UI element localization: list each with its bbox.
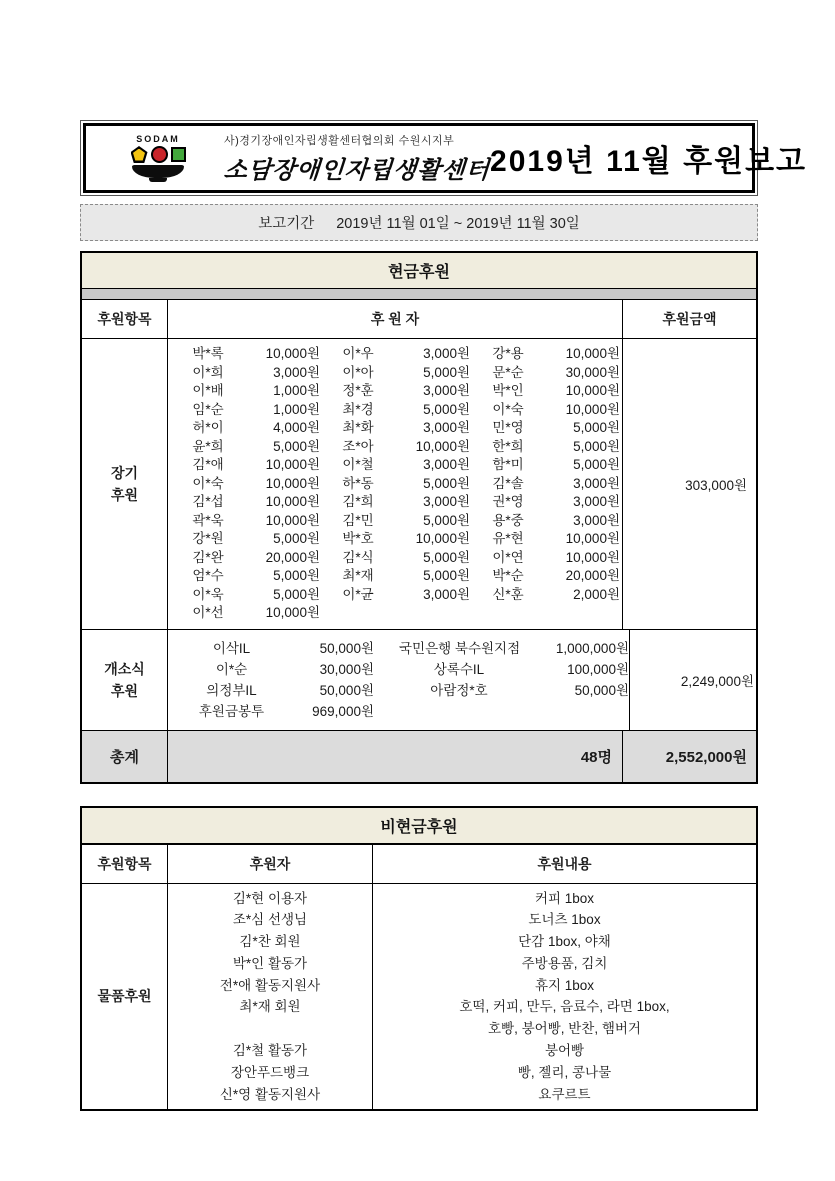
goods-donor-name (168, 1018, 372, 1040)
donor-amount: 3,000원 (423, 457, 470, 472)
goods-donor-list (168, 884, 373, 1110)
donor-amount: 5,000원 (423, 364, 470, 380)
total-amount: 2,552,000원 (665, 748, 747, 766)
donor-amount: 3,000원 (423, 494, 470, 509)
col-header-item: 후원항목 (82, 845, 168, 883)
donor-name: 김*완 (192, 549, 224, 565)
donor-name: 용*중 (492, 512, 524, 528)
logo-bowl-icon (132, 165, 184, 178)
donor-name: 상록수IL (433, 661, 485, 677)
donor-amount: 5,000원 (273, 586, 320, 602)
donor-name: 강*용 (492, 346, 524, 361)
goods-content-text: 휴지 1box (534, 977, 595, 993)
donor-amount: 3,000원 (423, 346, 470, 361)
donor-name: 이*숙 (492, 401, 524, 417)
long-term-donation-row (82, 339, 756, 630)
donor-name: 이*선 (192, 605, 224, 620)
goods-content-list (373, 884, 756, 1110)
goods-donor-name: 김*현 이용자 (232, 890, 308, 906)
total-label: 총계 (82, 731, 168, 782)
donor-amount: 5,000원 (423, 475, 470, 491)
donor-name (332, 604, 384, 623)
cash-donation-table (80, 251, 758, 784)
donor-amount: 969,000원 (312, 703, 374, 719)
cash-total-row (82, 731, 756, 782)
cash-table-header-row (82, 300, 756, 339)
donor-name: 조*아 (342, 438, 374, 454)
period-value: 2019년 11월 01일 ~ 2019년 11월 30일 (336, 216, 580, 232)
donor-amount: 10,000원 (415, 531, 470, 546)
donor-name: 김*솔 (492, 475, 524, 491)
donor-name (399, 701, 519, 722)
report-header-banner (80, 120, 808, 196)
donor-name: 이*철 (342, 457, 374, 472)
donor-name: 허*이 (192, 420, 224, 435)
donor-amount: 5,000원 (273, 531, 320, 546)
donor-amount: 3,000원 (273, 364, 320, 380)
col-header-amount: 후원금액 (662, 311, 717, 327)
col-header-item: 후원항목 (82, 300, 168, 338)
report-period-bar (80, 204, 758, 241)
goods-donor-name: 김*철 활동가 (232, 1043, 308, 1059)
donor-name: 이삭IL (212, 640, 251, 656)
donor-name: 이*아 (342, 364, 374, 380)
goods-donor-name: 장안푸드뱅크 (230, 1064, 310, 1080)
donor-name: 의정부IL (206, 682, 257, 698)
donor-amount: 4,000원 (273, 420, 320, 435)
opening-label-line2: 후원 (110, 682, 139, 699)
donor-amount: 3,000원 (423, 383, 470, 398)
donor-amount: 5,000원 (423, 512, 470, 528)
donor-amount (396, 604, 470, 623)
donor-amount: 5,000원 (273, 438, 320, 454)
cash-table-title: 현금후원 (82, 253, 756, 289)
donor-name: 박*호 (342, 531, 374, 546)
long-term-donor-grid (168, 339, 623, 629)
sodam-logo (102, 134, 214, 182)
donor-amount: 30,000원 (319, 661, 374, 677)
col-header-donor: 후원자 (168, 845, 373, 883)
donor-amount: 3,000원 (423, 420, 470, 435)
donor-name: 민*영 (492, 420, 524, 435)
donor-amount: 10,000원 (415, 438, 470, 454)
donor-amount (544, 701, 629, 722)
goods-donor-name: 최*재 회원 (239, 999, 301, 1015)
donor-amount: 5,000원 (423, 568, 470, 583)
donor-name: 곽*욱 (192, 512, 224, 528)
donor-amount: 10,000원 (265, 457, 320, 472)
goods-donor-name: 신*영 활동지원사 (219, 1086, 321, 1102)
donor-amount: 100,000원 (567, 661, 629, 677)
donor-amount: 20,000원 (265, 549, 320, 565)
goods-content-text: 커피 1box (534, 890, 595, 906)
donor-amount: 5,000원 (573, 420, 620, 435)
donor-amount: 1,000,000원 (555, 640, 629, 656)
goods-donor-name: 조*심 선생님 (232, 912, 308, 928)
donor-name: 김*섭 (192, 494, 224, 509)
opening-label-line1: 개소식 (104, 660, 145, 677)
donor-amount: 30,000원 (565, 364, 620, 380)
goods-content-text: 호떡, 커피, 만두, 음료수, 라면 1box, (459, 999, 670, 1015)
donor-amount: 3,000원 (423, 586, 470, 602)
donor-amount: 5,000원 (273, 568, 320, 583)
logo-square-icon (171, 147, 186, 162)
opening-total-amount: 2,249,000원 (680, 673, 754, 689)
report-content (80, 120, 808, 1111)
donor-amount: 10,000원 (265, 475, 320, 491)
donor-amount: 5,000원 (573, 438, 620, 454)
total-donor-count: 48명 (168, 731, 623, 782)
donor-name: 최*화 (342, 420, 374, 435)
goods-content-text: 빵, 젤리, 콩나물 (517, 1064, 612, 1080)
donor-name: 최*경 (342, 401, 374, 417)
donor-amount: 10,000원 (265, 512, 320, 528)
donor-name: 권*영 (492, 494, 524, 509)
opening-donation-row (82, 630, 756, 731)
donor-amount: 10,000원 (565, 383, 620, 398)
page-title: 2019년 11월 후원보고 (490, 145, 808, 178)
goods-content-text: 붕어빵 (544, 1043, 585, 1059)
long-term-label-line2: 후원 (110, 486, 139, 503)
donor-name: 이*우 (342, 346, 374, 361)
donor-name: 함*미 (492, 457, 524, 472)
donor-name: 국민은행 북수원지점 (399, 640, 521, 656)
donor-name: 이*배 (192, 383, 224, 398)
org-name-calligraphy: 소담장애인자립생활센터 (222, 154, 491, 184)
donor-amount: 5,000원 (423, 549, 470, 565)
donor-name: 김*민 (342, 512, 374, 528)
donor-amount: 10,000원 (565, 401, 620, 417)
donor-name: 김*식 (342, 549, 374, 565)
opening-label (82, 630, 168, 730)
donor-name: 강*원 (192, 531, 224, 546)
donor-amount: 3,000원 (573, 494, 620, 509)
donor-amount: 20,000원 (565, 568, 620, 583)
donor-name (482, 604, 534, 623)
goods-content-text: 주방용품, 김치 (521, 955, 608, 971)
goods-content-text: 도너츠 1box (528, 912, 601, 928)
donor-name: 아람정*호 (430, 682, 488, 698)
donor-amount: 50,000원 (574, 682, 629, 698)
donor-amount: 50,000원 (319, 682, 374, 698)
donor-amount: 5,000원 (423, 401, 470, 417)
goods-donor-name: 박*인 활동가 (232, 955, 308, 971)
donor-name: 후원금봉투 (198, 703, 265, 719)
donor-name: 김*희 (342, 494, 374, 509)
goods-donor-name: 전*애 활동지원사 (219, 977, 321, 993)
donor-amount: 10,000원 (565, 531, 620, 546)
donor-name: 이*숙 (192, 475, 224, 491)
donor-amount: 10,000원 (265, 346, 320, 361)
logo-bowl-foot (149, 178, 167, 182)
donor-name: 엄*수 (192, 568, 224, 583)
donor-amount: 10,000원 (565, 549, 620, 565)
donor-amount: 10,000원 (565, 346, 620, 361)
donor-amount: 3,000원 (573, 512, 620, 528)
donor-amount: 3,000원 (573, 475, 620, 491)
donor-amount: 50,000원 (319, 640, 374, 656)
goods-content-text: 단감 1box, 야채 (518, 934, 611, 950)
org-affiliation-text: 사)경기장애인자립생활센터협의회 수원시지부 (224, 134, 455, 147)
donor-name: 김*애 (192, 457, 224, 472)
long-term-label (82, 339, 168, 629)
donor-amount: 1,000원 (273, 383, 320, 398)
donor-amount: 10,000원 (265, 605, 320, 620)
goods-content-text: 호빵, 붕어빵, 반찬, 햄버거 (488, 1021, 641, 1037)
org-identity (224, 132, 490, 185)
logo-brand-text: SODAM (136, 134, 180, 144)
donor-name: 문*순 (492, 364, 524, 380)
noncash-donation-table (80, 806, 758, 1112)
logo-diamond-icon (131, 146, 148, 163)
goods-content-text: 요쿠르트 (538, 1086, 591, 1102)
donor-amount (546, 604, 620, 623)
noncash-table-header-row (82, 845, 756, 884)
donor-name: 박*순 (492, 568, 524, 583)
logo-circle-icon (151, 146, 168, 163)
donor-name: 이*욱 (192, 586, 224, 602)
goods-donor-name: 김*찬 회원 (239, 934, 301, 950)
donor-name: 박*인 (492, 383, 524, 398)
long-term-label-line1: 장기 (110, 464, 139, 481)
opening-donor-grid (168, 630, 630, 730)
donor-name: 이*희 (192, 364, 224, 380)
donor-name: 최*재 (342, 568, 374, 583)
donor-name: 신*훈 (492, 586, 524, 602)
donor-amount: 2,000원 (573, 586, 620, 602)
donor-name: 이*균 (342, 586, 374, 602)
noncash-table-title: 비현금후원 (82, 808, 756, 845)
col-header-content: 후원내용 (537, 855, 592, 872)
donor-amount: 10,000원 (265, 494, 320, 509)
donor-name: 박*록 (192, 346, 224, 361)
donor-name: 유*현 (492, 531, 524, 546)
cash-table-divider-band (82, 289, 756, 300)
donor-name: 이*순 (215, 661, 248, 677)
col-header-donor: 후 원 자 (168, 300, 623, 338)
period-label: 보고기간 (258, 216, 315, 232)
donor-name: 한*희 (492, 438, 524, 454)
goods-donation-row (82, 884, 756, 1110)
report-header-inner (83, 123, 808, 193)
donor-amount: 1,000원 (273, 401, 320, 417)
logo-shapes (102, 145, 214, 164)
donor-name: 임*순 (192, 401, 224, 417)
donor-name: 이*연 (492, 549, 524, 565)
donor-name: 하*동 (342, 475, 374, 491)
long-term-total-amount: 303,000원 (685, 477, 747, 493)
donor-name: 정*훈 (342, 383, 374, 398)
goods-label: 물품후원 (82, 884, 168, 1110)
donor-amount: 5,000원 (573, 457, 620, 472)
donor-name: 윤*희 (192, 438, 224, 454)
